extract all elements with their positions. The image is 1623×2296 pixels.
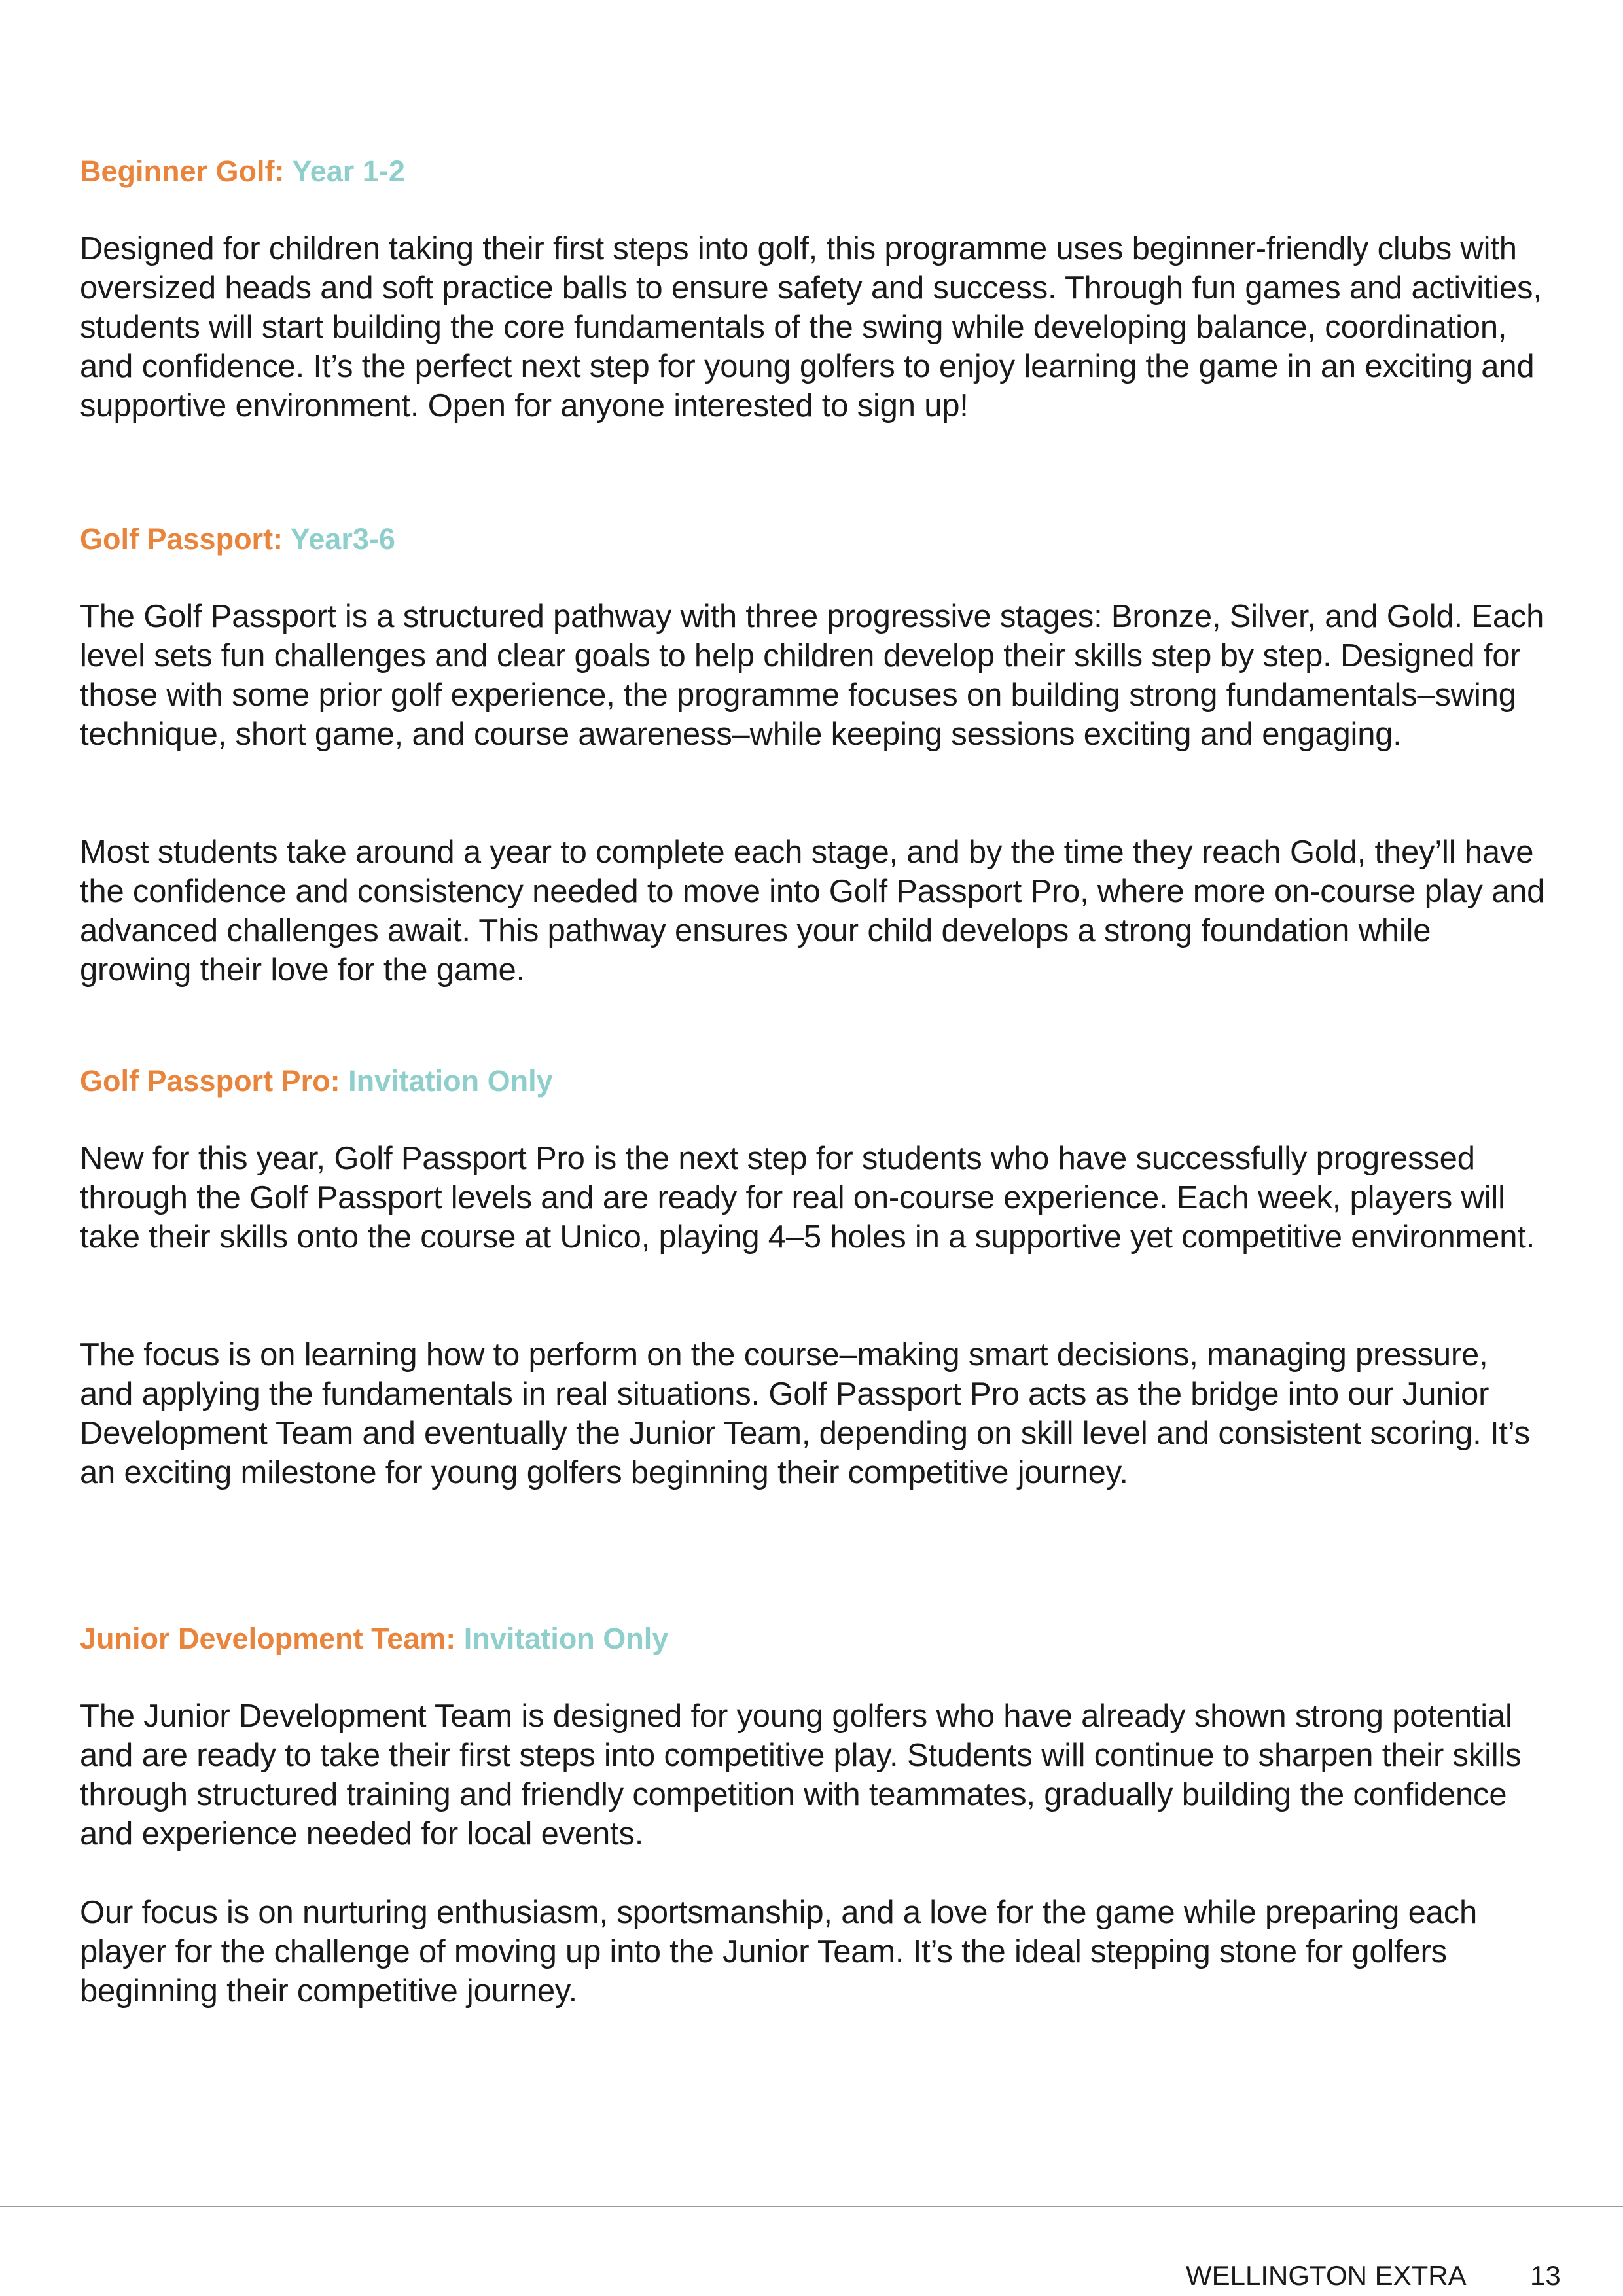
section-label: Golf Passport: xyxy=(80,522,283,556)
section-paragraph: The focus is on learning how to perform on the course–making smart decisions, managing pressure, and applying the fundamentals in real situations. Golf Passport Pro acts as the bridge into our Junior Development Team and eventually the Junior Team, depending on skill level and consistent scoring. It’s an exciting milestone for young golfers beginning their competitive journey. xyxy=(80,1337,1530,1490)
section-paragraph: The Golf Passport is a structured pathway with three progressive stages: Bronze, Silver, and Gold. Each level sets fun challenges and clear goals to help children develop their skills step by step. Designed for those with some prior golf experience, the programme focuses on building strong fundamentals–swing technique, short game, and course awareness–while keeping sessions exciting and engaging. xyxy=(80,599,1544,752)
section-label: Golf Passport Pro: xyxy=(80,1064,340,1098)
section-paragraph: The Junior Development Team is designed for young golfers who have already shown strong potential and are ready to take their first steps into competitive play. Students will continue to sharpen their skills through structured training and friendly competition with teammates, gradually building the confidence and experience needed for local events. xyxy=(80,1698,1522,1852)
section-paragraph: Our focus is on nurturing enthusiasm, sportsmanship, and a love for the game while preparing each player for the challenge of moving up into the Junior Team. It’s the ideal stepping stone for golfers beginning their competitive journey. xyxy=(80,1895,1478,2009)
section-label: Beginner Golf: xyxy=(80,154,285,188)
footer-publication-name: WELLINGTON EXTRA xyxy=(1186,2260,1467,2291)
section-heading-beginner-golf xyxy=(80,152,405,191)
section-heading-golf-passport xyxy=(80,520,395,559)
footer-divider xyxy=(0,2206,1623,2207)
section-tag: Invitation Only xyxy=(463,1622,669,1655)
section-label: Junior Development Team: xyxy=(80,1622,456,1655)
section-heading-junior-development-team xyxy=(80,1619,668,1659)
section-heading-golf-passport-pro xyxy=(80,1062,553,1101)
footer-page-number: 13 xyxy=(1530,2260,1561,2291)
section-tag: Year 1-2 xyxy=(292,154,405,188)
section-paragraph: Most students take around a year to complete each stage, and by the time they reach Gold, they’ll have the confidence and consistency needed to move into Golf Passport Pro, where more on-course play and advanced challenges await. This pathway ensures your child develops a strong foundation while growing their love for the game. xyxy=(80,834,1545,988)
section-tag: Invitation Only xyxy=(348,1064,553,1098)
section-tag: Year3-6 xyxy=(290,522,395,556)
section-paragraph: Designed for children taking their first steps into golf, this programme uses beginner-friendly clubs with oversized heads and soft practice balls to ensure safety and success. Through fun games and activities, students will start building the core fundamentals of the swing while developing balance, coordination, and confidence. It’s the perfect next step for young golfers to enjoy learning the game in an exciting and supportive environment. Open for anyone interested to sign up! xyxy=(80,231,1542,423)
section-paragraph: New for this year, Golf Passport Pro is the next step for students who have successfully progressed through the Golf Passport levels and are ready for real on-course experience. Each week, players will take their skills onto the course at Unico, playing 4–5 holes in a supportive yet competitive environment. xyxy=(80,1141,1535,1255)
